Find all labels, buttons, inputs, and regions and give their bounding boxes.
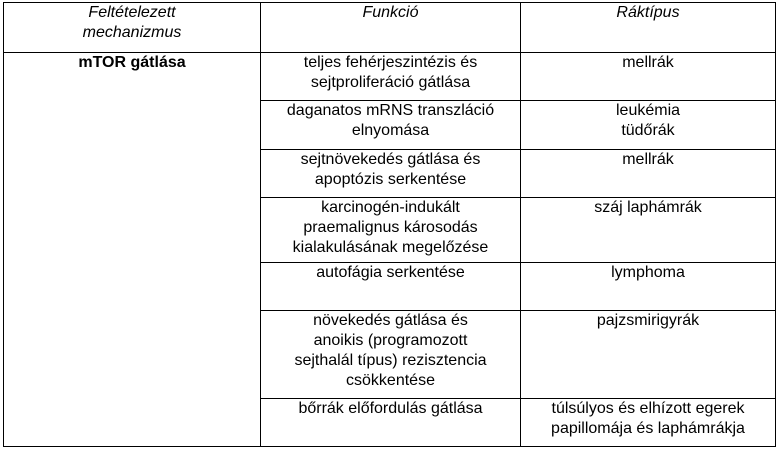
cancer-cell: leukémia tüdőrák <box>521 101 776 150</box>
table-row <box>4 53 776 101</box>
function-cell: sejtnövekedés gátlása és apoptózis serkentése <box>261 150 521 198</box>
mechanism-cell: mTOR gátlása <box>4 53 261 447</box>
mtor-table <box>3 2 776 447</box>
cancer-cell: pajzsmirigyrák <box>521 311 776 399</box>
function-cell: karcinogén-indukált praemalignus károsodás kialakulásának megelőzése <box>261 198 521 263</box>
function-cell: növekedés gátlása és anoikis (programozott sejthalál típus) rezisztencia csökkentése <box>261 311 521 399</box>
header-mechanism: Feltételezett mechanizmus <box>4 3 261 53</box>
cancer-cell: mellrák <box>521 53 776 101</box>
header-cancer-type: Ráktípus <box>521 3 776 53</box>
cancer-cell: száj laphámrák <box>521 198 776 263</box>
function-cell: teljes fehérjeszintézis és sejtproliferáció gátlása <box>261 53 521 101</box>
cancer-cell: túlsúlyos és elhízott egerek papillomája és laphámrákja <box>521 399 776 447</box>
header-function: Funkció <box>261 3 521 53</box>
function-cell: autofágia serkentése <box>261 263 521 311</box>
cancer-cell: mellrák <box>521 150 776 198</box>
cancer-cell: lymphoma <box>521 263 776 311</box>
function-cell: bőrrák előfordulás gátlása <box>261 399 521 447</box>
function-cell: daganatos mRNS transzláció elnyomása <box>261 101 521 150</box>
header-row <box>4 3 776 53</box>
